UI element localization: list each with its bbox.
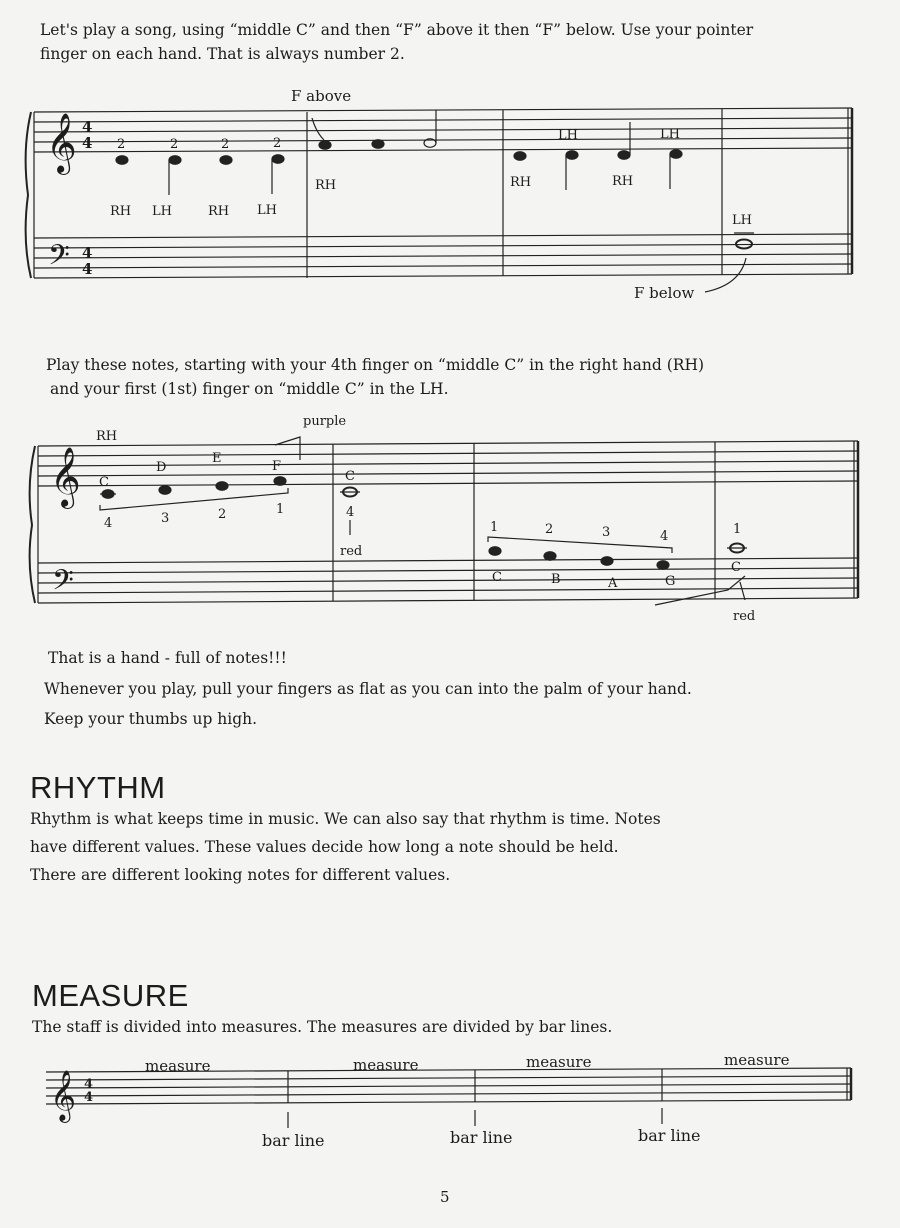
f-below-label: F below <box>634 284 695 302</box>
flat-fingers-line-2: Keep your thumbs up high. <box>44 710 258 728</box>
note-name: B <box>551 572 561 587</box>
finger-number: 1 <box>490 520 499 535</box>
bass-clef-icon: 𝄢 <box>52 564 74 604</box>
measure-label: measure <box>145 1057 211 1075</box>
svg-text:4: 4 <box>82 244 93 262</box>
note-name: C <box>731 560 741 575</box>
finger-number: 2 <box>273 136 282 151</box>
hand-label: RH <box>96 429 118 444</box>
note-name: E <box>212 451 222 466</box>
measure-line-1: The staff is divided into measures. The measures are divided by bar lines. <box>32 1018 613 1036</box>
hand-label: LH <box>660 127 680 142</box>
measure-heading: MEASURE <box>32 978 189 1013</box>
finger-number: 3 <box>161 511 170 526</box>
hand-label: RH <box>110 204 132 219</box>
measure-label: measure <box>353 1056 419 1074</box>
measure-staff <box>0 1045 900 1155</box>
note-name: G <box>665 574 676 589</box>
treble-clef-icon: 𝄞 <box>50 447 81 507</box>
finger-number: 2 <box>221 137 230 152</box>
finger-number: 2 <box>117 137 126 152</box>
finger-number: 3 <box>602 525 611 540</box>
hand-label: RH <box>208 204 230 219</box>
hand-label: LH <box>732 213 752 228</box>
note-name: C <box>492 570 502 585</box>
exercise-2-grand-staff <box>0 405 900 635</box>
note-name: C <box>99 475 109 490</box>
red-label: red <box>340 544 363 559</box>
svg-text:4: 4 <box>84 1090 94 1105</box>
hand-label: LH <box>152 204 172 219</box>
instruction-2-line-2: and your first (1st) finger on “middle C” in the LH. <box>50 380 449 398</box>
finger-number: 1 <box>733 522 742 537</box>
hand-full-text: That is a hand - full of notes!!! <box>48 649 287 667</box>
treble-clef-icon: 𝄞 <box>50 1070 77 1121</box>
note-name: F <box>272 459 282 474</box>
note-name: C <box>345 469 355 484</box>
rhythm-line-1: Rhythm is what keeps time in music. We can also say that rhythm is time. Notes <box>30 810 661 828</box>
flat-fingers-line-1: Whenever you play, pull your fingers as flat as you can into the palm of your hand. <box>44 680 692 698</box>
rhythm-line-3: There are different looking notes for different values. <box>30 866 451 884</box>
hand-label: LH <box>257 203 277 218</box>
finger-number: 2 <box>545 522 554 537</box>
svg-text:4: 4 <box>82 118 93 136</box>
note-name: D <box>156 460 167 475</box>
exercise-1-grand-staff <box>0 80 900 310</box>
finger-number: 4 <box>104 516 113 531</box>
bar-line-label: bar line <box>262 1131 325 1150</box>
hand-label: RH <box>510 175 532 190</box>
rhythm-heading: RHYTHM <box>30 770 166 805</box>
instruction-2-line-1: Play these notes, starting with your 4th finger on “middle C” in the right hand (RH) <box>46 356 705 374</box>
finger-number: 4 <box>660 529 669 544</box>
note-name: A <box>608 576 618 591</box>
intro-line-2: finger on each hand. That is always number 2. <box>40 45 405 63</box>
svg-text:4: 4 <box>84 1077 94 1092</box>
finger-number: 1 <box>276 502 285 517</box>
hand-label: RH <box>315 178 337 193</box>
hand-label: LH <box>558 128 578 143</box>
bass-clef-icon: 𝄢 <box>48 239 70 279</box>
purple-label: purple <box>303 414 347 429</box>
f-above-label: F above <box>291 87 352 105</box>
svg-text:4: 4 <box>82 134 93 152</box>
treble-clef-icon: 𝄞 <box>46 113 77 173</box>
rhythm-line-2: have different values. These values decide how long a note should be held. <box>30 838 619 856</box>
finger-number: 2 <box>218 507 227 522</box>
bar-line-label: bar line <box>638 1126 701 1145</box>
measure-label: measure <box>526 1053 592 1071</box>
bar-line-label: bar line <box>450 1128 513 1147</box>
intro-line-1: Let's play a song, using “middle C” and then “F” above it then “F” below. Use your pointer <box>40 21 754 39</box>
hand-label: RH <box>612 174 634 189</box>
page-number: 5 <box>440 1188 450 1206</box>
finger-number: 4 <box>346 505 355 520</box>
measure-label: measure <box>724 1051 790 1069</box>
red-label: red <box>733 609 756 624</box>
svg-text:4: 4 <box>82 260 93 278</box>
finger-number: 2 <box>170 137 179 152</box>
